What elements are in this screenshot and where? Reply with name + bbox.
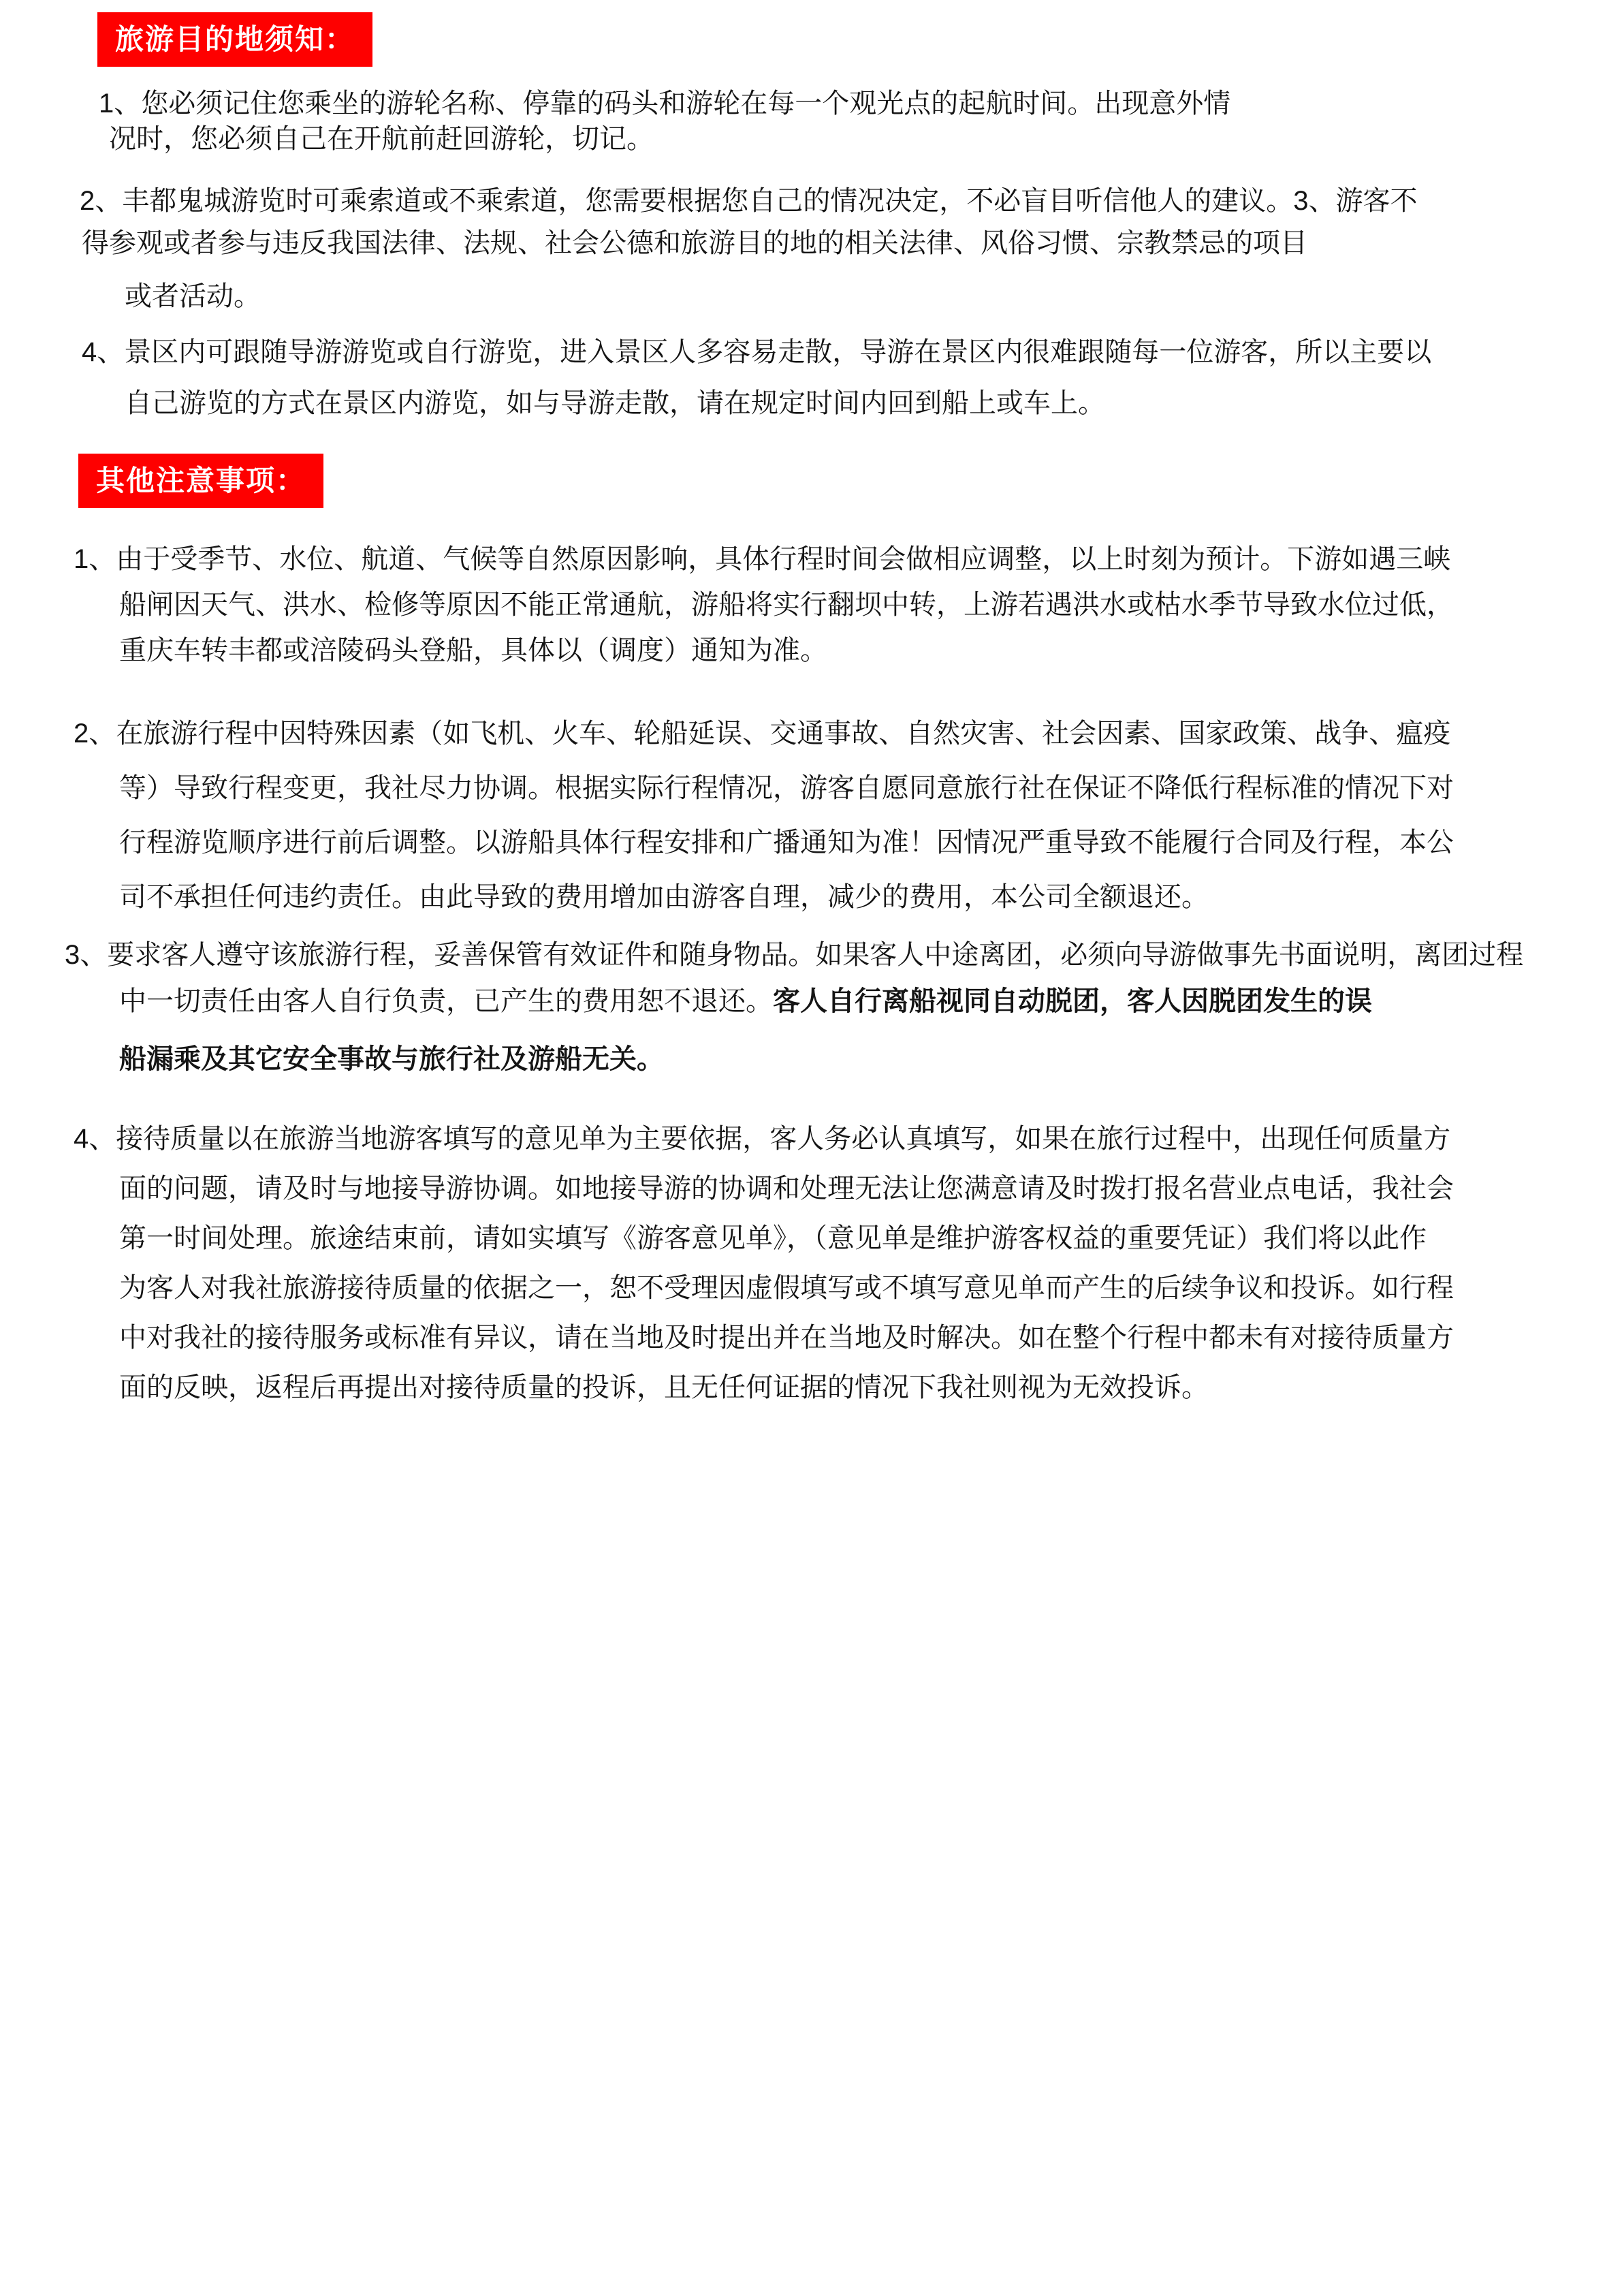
other-notes-item-3-line-3-bold: 船漏乘及其它安全事故与旅行社及游船无关。 [119,1044,664,1074]
other-notes-item-4-line-1: 4、接待质量以在旅游当地游客填写的意见单为主要依据，客人务必认真填写，如果在旅行过程中，出现任何质量方 [74,1124,1451,1154]
bold-emphasis-text: 客人自行离船视同自动脱团，客人因脱团发生的误 [773,986,1372,1016]
destination-item-4-line-1: 4、景区内可跟随导游游览或自行游览，进入景区人多容易走散，导游在景区内很难跟随每一位游客，所以主要以 [82,337,1432,367]
other-notes-item-4-line-4: 为客人对我社旅游接待质量的依据之一，恕不受理因虚假填写或不填写意见单而产生的后续争议和投诉。如行程 [119,1273,1454,1303]
other-notes-item-1-line-2: 船闸因天气、洪水、检修等原因不能正常通航，游船将实行翻坝中转，上游若遇洪水或枯水季节导致水位过低， [119,590,1454,620]
other-notes-item-1-line-3: 重庆车转丰都或涪陵码头登船，具体以（调度）通知为准。 [119,635,827,665]
destination-notice-badge: 旅游目的地须知： [97,12,372,67]
other-notes-item-4-line-5: 中对我社的接待服务或标准有异议，请在当地及时提出并在当地及时解决。如在整个行程中都未有对接待质量方 [119,1323,1454,1353]
other-notes-item-3-line-1: 3、要求客人遵守该旅游行程，妥善保管有效证件和随身物品。如果客人中途离团，必须向导游做事先书面说明，离团过程 [65,940,1524,970]
other-notes-item-3-line-2 [119,986,1622,1017]
other-notes-item-2-line-2: 等）导致行程变更，我社尽力协调。根据实际行程情况，游客自愿同意旅行社在保证不降低行程标准的情况下对 [119,773,1454,803]
destination-item-2-line-1: 2、丰都鬼城游览时可乘索道或不乘索道，您需要根据您自己的情况决定，不必盲目听信他人的建议。3、游客不 [80,186,1418,216]
other-notes-item-4-line-2: 面的问题，请及时与地接导游协调。如地接导游的协调和处理无法让您满意请及时拨打报名营业点电话，我社会 [119,1174,1454,1204]
destination-item-2-line-3: 或者活动。 [125,281,261,311]
destination-notice-section [0,86,1622,421]
other-notes-badge: 其他注意事项： [78,454,323,508]
other-notes-section [0,544,1622,1403]
other-notes-item-2-line-1: 2、在旅游行程中因特殊因素（如飞机、火车、轮船延误、交通事故、自然灾害、社会因素、国家政策、战争、瘟疫 [74,719,1451,749]
other-notes-item-2-line-3: 行程游览顺序进行前后调整。以游船具体行程安排和广播通知为准！因情况严重导致不能履行合同及行程，本公 [119,828,1454,858]
destination-item-1-line-2: 况时，您必须自己在开航前赶回游轮，切记。 [109,124,654,154]
other-notes-item-3-line-2-normal: 中一切责任由客人自行负责，已产生的费用恕不退还。 [119,986,773,1016]
destination-item-4-line-2: 自己游览的方式在景区内游览，如与导游走散，请在规定时间内回到船上或车上。 [125,388,1105,418]
destination-item-2-line-2: 得参观或者参与违反我国法律、法规、社会公德和旅游目的地的相关法律、风俗习惯、宗教禁忌的项目 [82,228,1307,258]
other-notes-item-4-line-3: 第一时间处理。旅途结束前，请如实填写《游客意见单》，（意见单是维护游客权益的重要凭证）我们将以此作 [119,1223,1427,1253]
destination-item-1-line-1: 1、您必须记住您乘坐的游轮名称、停靠的码头和游轮在每一个观光点的起航时间。出现意外情 [99,89,1231,119]
other-notes-item-1-line-1: 1、由于受季节、水位、航道、气候等自然原因影响，具体行程时间会做相应调整，以上时刻为预计。下游如遇三峡 [74,544,1451,574]
other-notes-item-2-line-4: 司不承担任何违约责任。由此导致的费用增加由游客自理，减少的费用，本公司全额退还。 [119,882,1209,912]
other-notes-item-4-line-6: 面的反映，返程后再提出对接待质量的投诉，且无任何证据的情况下我社则视为无效投诉。 [119,1372,1209,1402]
